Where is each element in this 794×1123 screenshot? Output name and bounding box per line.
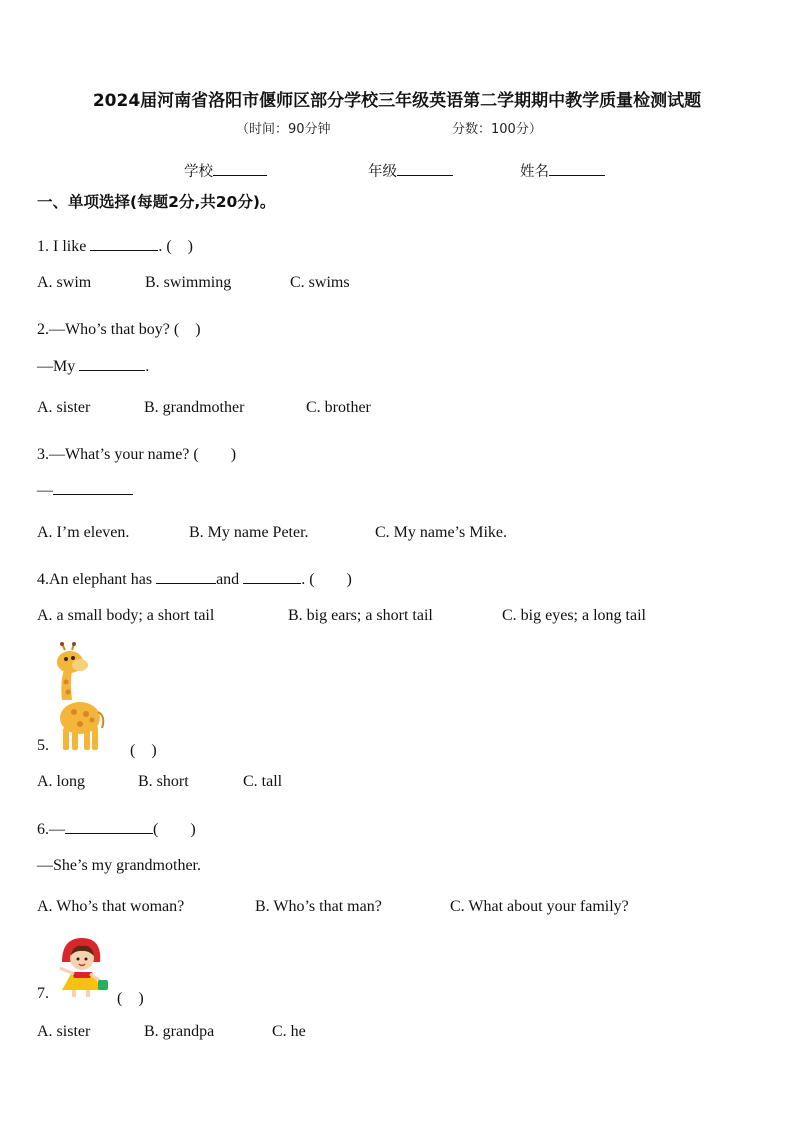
time-note: （时间：90分钟 [236,122,331,137]
question-5: 5. [37,737,49,754]
score-note: 分数：100分） [452,122,542,137]
q2-option-c: C. brother [306,399,371,416]
question-2: 2.—Who’s that boy? ( ) [37,321,201,338]
question-6-answer: —She’s my grandmother. [37,857,201,874]
section-heading: 一、单项选择(每题2分,共20分)。 [37,193,276,211]
question-7: 7. [37,985,49,1002]
q6-option-b: B. Who’s that man? [255,898,382,915]
q3-option-a: A. I’m eleven. [37,524,130,541]
girl-image [52,934,112,1000]
q1-option-c: C. swims [290,274,350,291]
giraffe-image [50,642,106,754]
question-3: 3.—What’s your name? ( ) [37,446,237,463]
q4-option-b: B. big ears; a short tail [288,607,433,624]
question-4: 4.An elephant has and . ( ) [37,571,352,588]
q3-option-c: C. My name’s Mike. [375,524,507,541]
q3-option-b: B. My name Peter. [189,524,309,541]
q6-option-c: C. What about your family? [450,898,629,915]
grade-field: 年级 [368,160,453,181]
q1-option-b: B. swimming [145,274,232,291]
page-title: 2024届河南省洛阳市偃师区部分学校三年级英语第二学期期中教学质量检测试题 [92,91,702,111]
q1-option-a: A. swim [37,274,92,291]
q5-option-b: B. short [138,773,189,790]
q5-option-c: C. tall [243,773,283,790]
q2-option-a: A. sister [37,399,91,416]
question-1: 1. I like . ( ) [37,238,193,255]
q5-option-a: A. long [37,773,85,790]
q2-option-b: B. grandmother [144,399,245,416]
question-2-answer: —My . [37,358,150,375]
question-5-paren: ( ) [130,742,157,759]
question-3-answer: — [37,482,133,500]
q4-option-c: C. big eyes; a long tail [502,607,646,624]
name-field: 姓名 [520,160,605,181]
q7-option-a: A. sister [37,1023,91,1040]
q6-option-a: A. Who’s that woman? [37,898,185,915]
question-6: 6.— ( ) [37,821,196,838]
school-field: 学校 [184,160,267,181]
q7-option-c: C. he [272,1023,306,1040]
question-7-paren: ( ) [117,990,144,1007]
q7-option-b: B. grandpa [144,1023,215,1040]
q4-option-a: A. a small body; a short tail [37,607,215,624]
